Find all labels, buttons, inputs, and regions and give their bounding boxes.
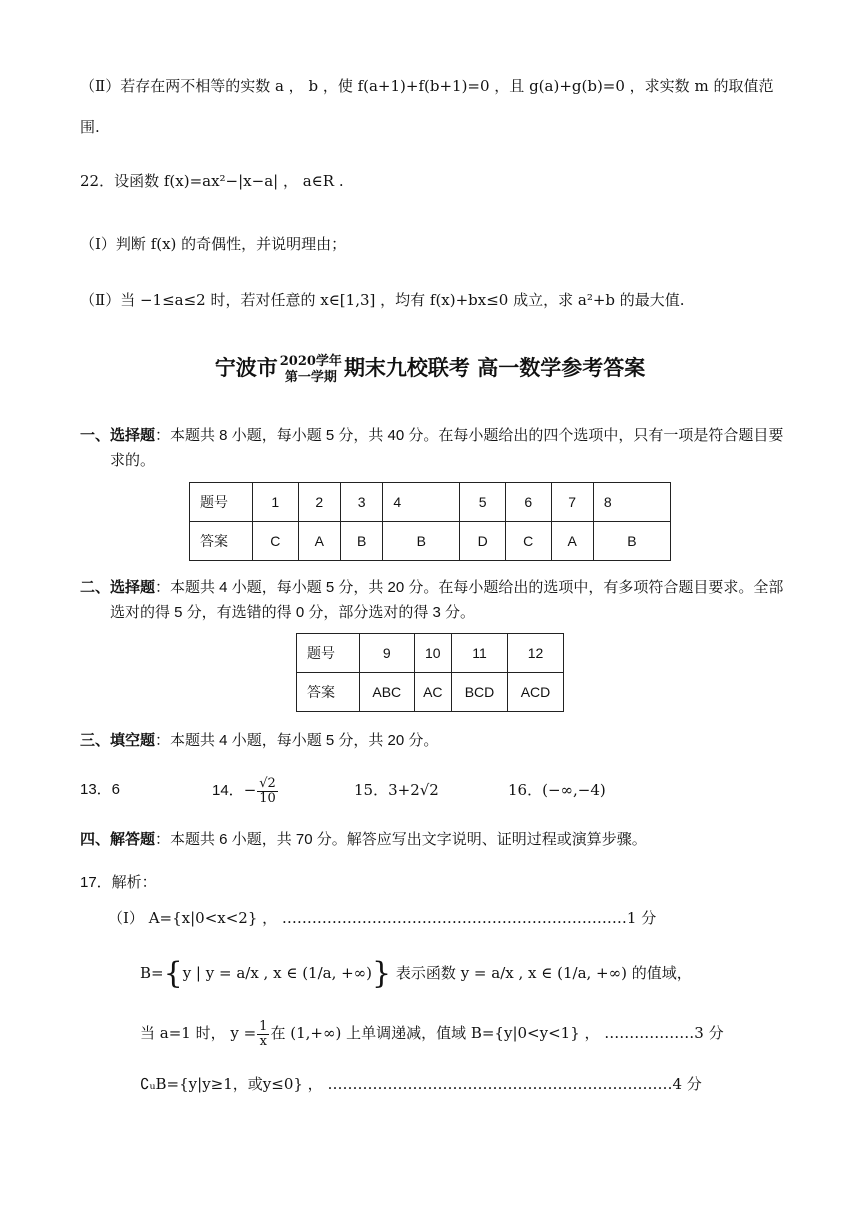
table-row — [190, 522, 671, 561]
table-cell: AC — [414, 673, 451, 712]
q17-step2-desc: 表示函数 y = a/x , x ∈ (1/a, +∞) 的值域， — [395, 964, 692, 982]
table-cell: ACD — [507, 673, 563, 712]
table-cell: 9 — [360, 634, 415, 673]
table-cell: 4 — [383, 483, 460, 522]
answer-14-sign: − — [243, 781, 257, 799]
table-cell: 1 — [253, 483, 299, 522]
table-cell: 7 — [551, 483, 593, 522]
section2-heading: 二、选择题 — [80, 579, 156, 596]
section4-line — [80, 830, 647, 850]
q17-step3-den: x — [259, 1033, 267, 1049]
q17-step1: （Ⅰ） A={x|0<x<2} ， ……………………………………………………………1 分 — [108, 909, 657, 927]
q17-step3 — [140, 1016, 724, 1050]
table-cell: 题号 — [297, 634, 360, 673]
answer-14 — [212, 772, 279, 809]
answer-title — [0, 352, 860, 386]
title-year-bottom: 第一学期 — [284, 369, 337, 385]
q17-step2 — [140, 956, 692, 991]
right-brace-icon: } — [372, 956, 392, 991]
section1-answer-table — [189, 482, 671, 561]
section2-text1: ：本题共 4 小题，每小题 5 分，共 20 分。在每小题给出的选项中，有多项符合题目要求。全部 — [155, 579, 784, 596]
q17-step3-fraction — [257, 1020, 269, 1049]
table-cell: A — [298, 522, 340, 561]
section1-text1: ：本题共 8 小题，每小题 5 分，共 40 分。在每小题给出的四个选项中，只有一项是符合题目要 — [155, 427, 784, 444]
answer-14-fraction — [257, 777, 278, 806]
section4-heading: 四、解答题 — [80, 831, 156, 848]
q17-step3-a: 当 a=1 时， y = — [140, 1024, 257, 1042]
q22-part1: （Ⅰ）判断 f(x) 的奇偶性，并说明理由； — [80, 235, 347, 253]
section2-line2: 选对的得 5 分，有选错的得 0 分，部分选对的得 3 分。 — [110, 604, 476, 621]
table-cell: 12 — [507, 634, 563, 673]
q17-step3-num: 1 — [259, 1018, 268, 1034]
answer-16: 16．(−∞,−4) — [508, 781, 606, 799]
q22-part2: （Ⅱ）当 −1≤a≤2 时，若对任意的 x∈[1,3] ，均有 f(x)+bx≤0 成立，求 a²+b 的最大值. — [80, 291, 685, 309]
answer-15: 15．3+2√2 — [354, 781, 439, 799]
table-cell: 答案 — [190, 522, 253, 561]
table-cell: 8 — [593, 483, 670, 522]
q17-label: 17．解析： — [80, 874, 157, 891]
table-cell: 答案 — [297, 673, 360, 712]
title-year-stack — [280, 354, 342, 386]
section2-answer-table — [296, 633, 564, 712]
table-cell: B — [383, 522, 460, 561]
table-cell: BCD — [452, 673, 508, 712]
left-brace-icon: { — [163, 956, 183, 991]
table-row — [297, 673, 564, 712]
table-cell: C — [253, 522, 299, 561]
table-cell: A — [551, 522, 593, 561]
answer-13: 13．6 — [80, 781, 121, 798]
q17-step3-b: 在 (1,+∞) 上单调递减，值域 B={y|0<y<1} ， ………………3 分 — [270, 1024, 724, 1042]
table-cell: B — [593, 522, 670, 561]
section3-heading: 三、填空题 — [80, 732, 156, 749]
table-cell: D — [460, 522, 506, 561]
section1-heading: 一、选择题 — [80, 427, 156, 444]
title-year-top: 2020学年 — [279, 353, 342, 369]
table-cell: B — [340, 522, 382, 561]
section3-line — [80, 731, 438, 751]
section3-text: ：本题共 4 小题，每小题 5 分，共 20 分。 — [155, 732, 439, 749]
answer-14-label: 14． — [212, 782, 244, 799]
answer-14-den: 10 — [259, 790, 276, 806]
table-cell: 3 — [340, 483, 382, 522]
q17-step4: ∁ᵤB={y|y≥1，或y≤0} ， ……………………………………………………………4 分 — [140, 1075, 702, 1093]
table-cell: 题号 — [190, 483, 253, 522]
q21-part2-line1: （Ⅱ）若存在两不相等的实数 a ， b ，使 f(a+1)+f(b+1)=0 ，且 g(a)+g(b)=0 ，求实数 m 的取值范 — [80, 77, 774, 95]
q21-part2-line2: 围. — [80, 118, 100, 136]
q22-stem: 22．设函数 f(x)=ax²−|x−a| ， a∈R . — [80, 172, 344, 190]
table-cell: ABC — [360, 673, 415, 712]
table-cell: 6 — [505, 483, 551, 522]
table-cell: 2 — [298, 483, 340, 522]
title-suffix: 期末九校联考 高一数学参考答案 — [343, 355, 646, 380]
table-cell: 10 — [414, 634, 451, 673]
title-prefix: 宁波市 — [214, 355, 278, 380]
table-cell: C — [505, 522, 551, 561]
q17-step2-lhs: B= — [140, 964, 164, 982]
section1-line1 — [80, 426, 783, 446]
q17-step2-set: y | y = a/x , x ∈ (1/a, +∞) — [182, 964, 373, 982]
answer-14-num: √2 — [259, 775, 276, 791]
table-cell: 11 — [452, 634, 508, 673]
section1-line2: 求的。 — [110, 452, 156, 469]
section2-line1 — [80, 578, 783, 598]
table-cell: 5 — [460, 483, 506, 522]
section4-text: ：本题共 6 小题，共 70 分。解答应写出文字说明、证明过程或演算步骤。 — [155, 831, 647, 848]
table-row — [190, 483, 671, 522]
table-row — [297, 634, 564, 673]
